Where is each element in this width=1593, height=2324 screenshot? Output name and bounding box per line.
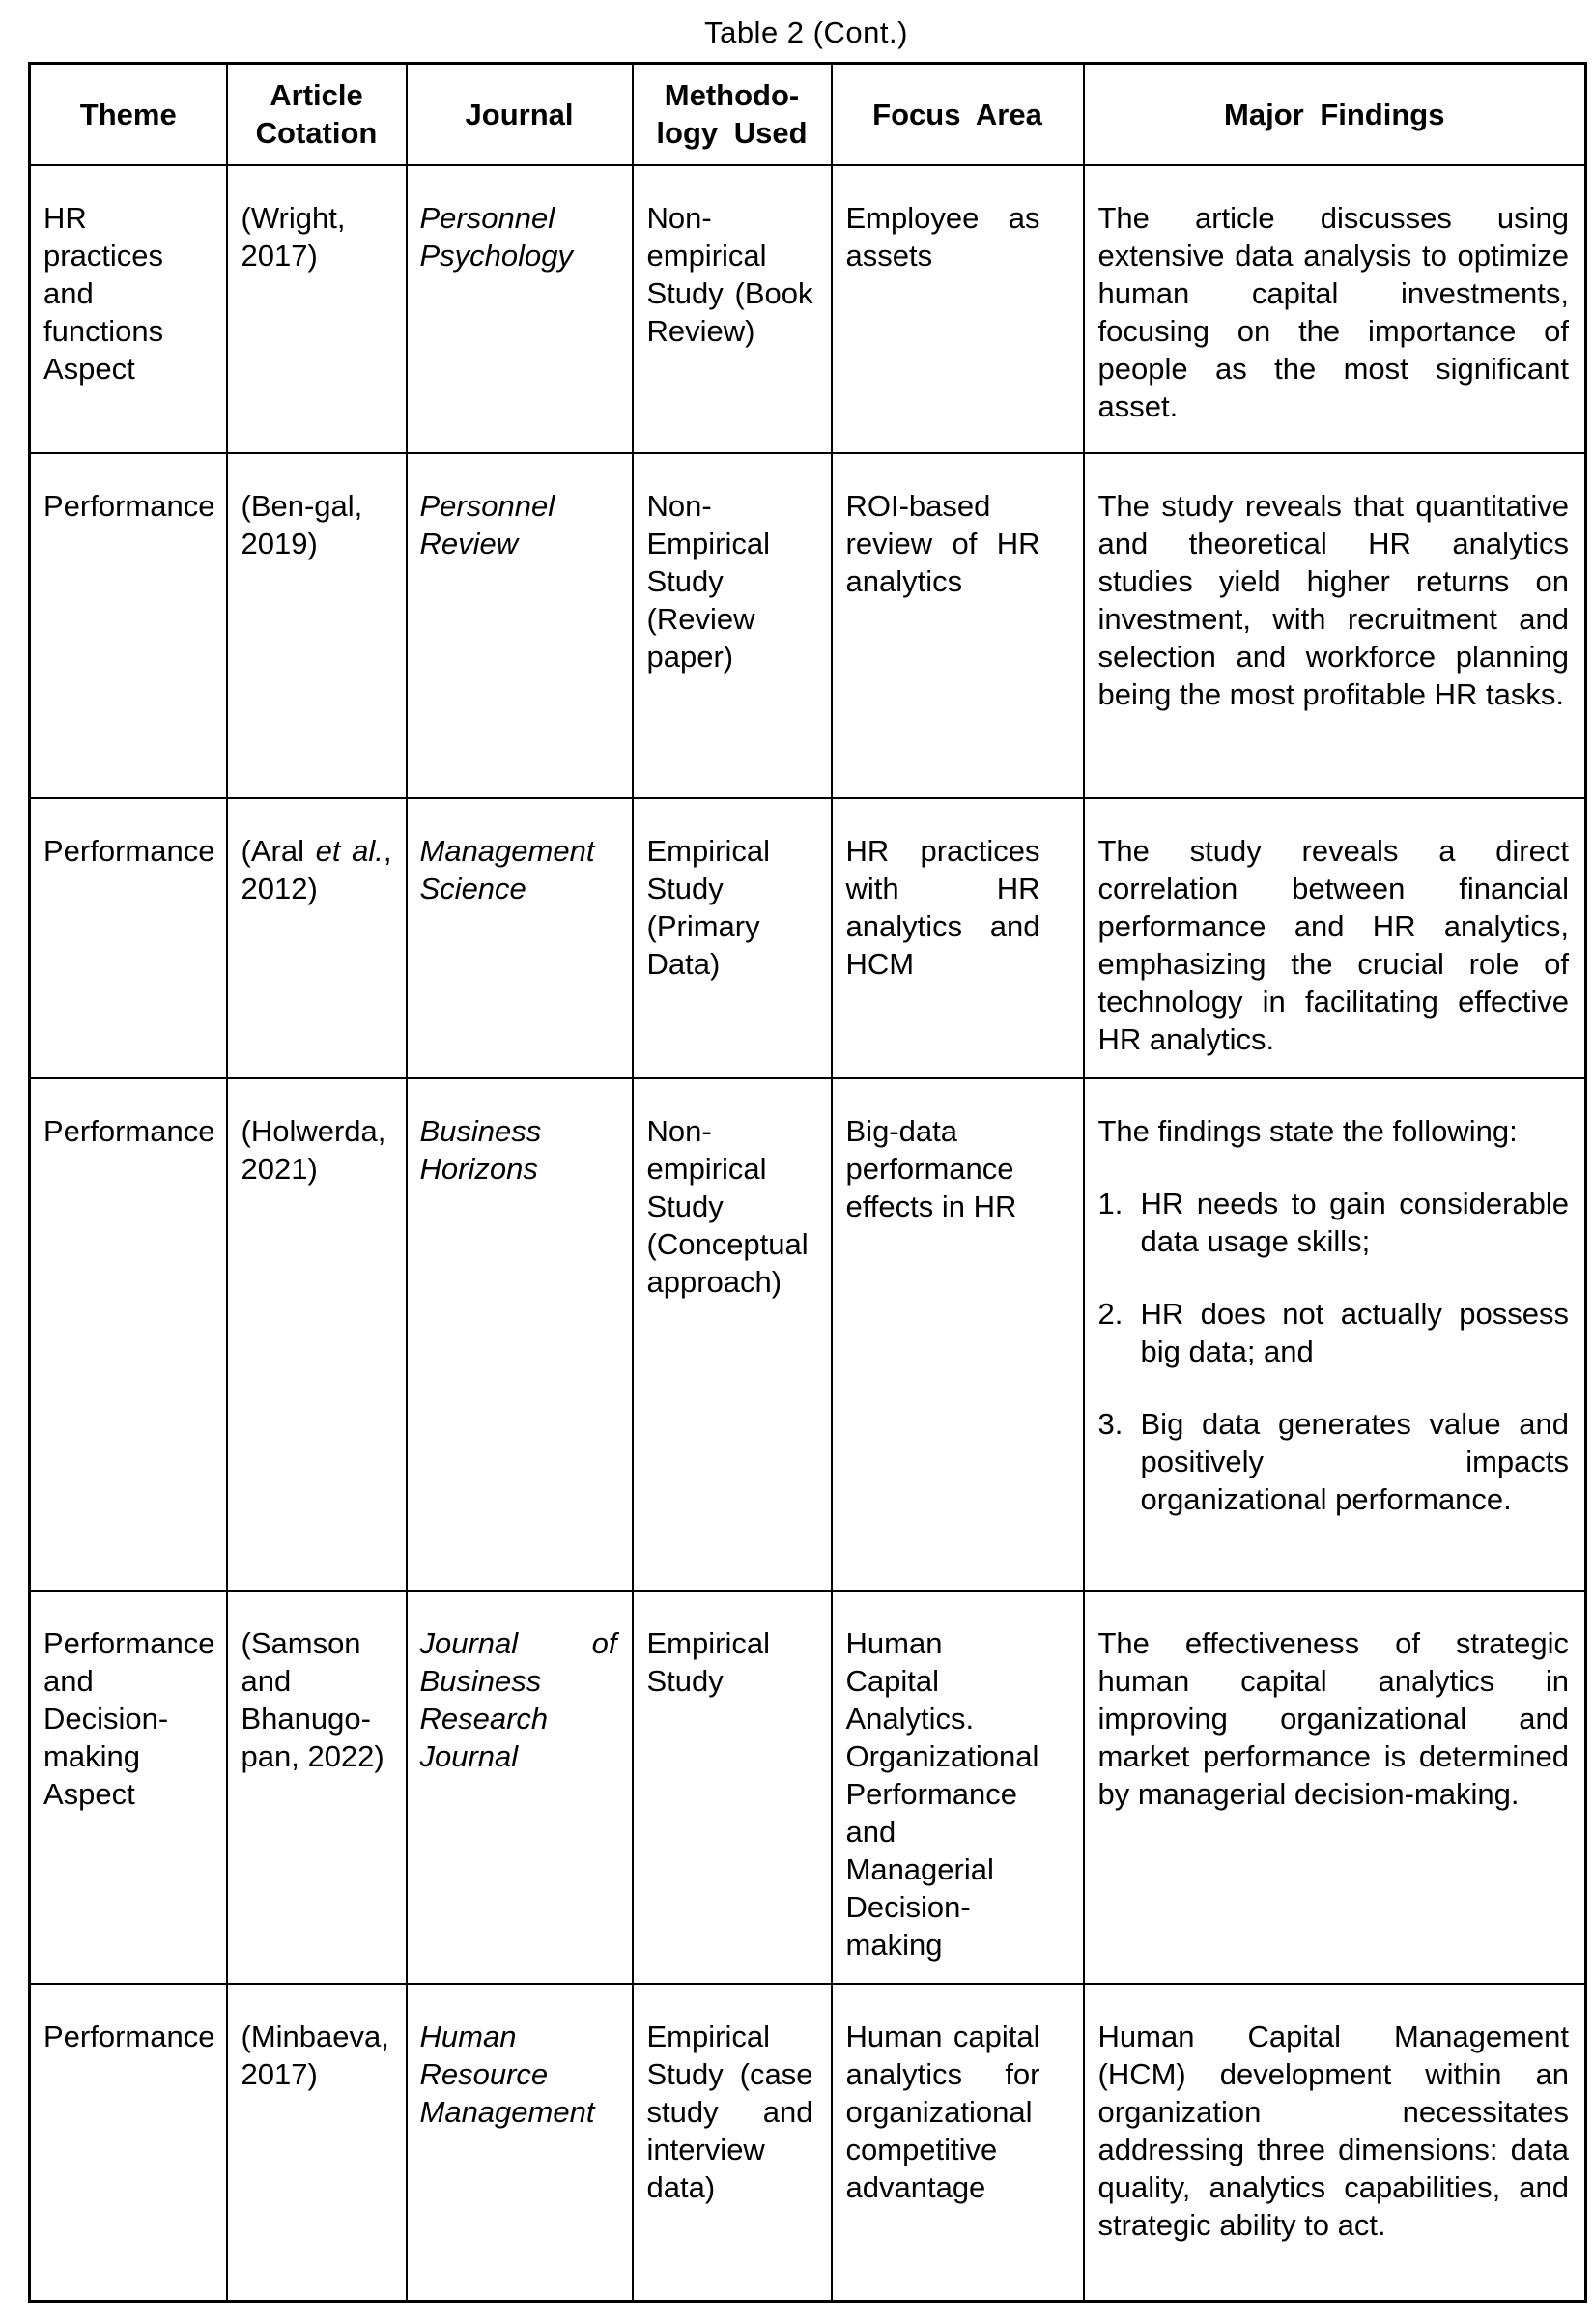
citation-prefix: (Aral (241, 833, 316, 868)
cell-journal: Journal of Business Research Journal (407, 1591, 633, 1984)
cell-major-findings: The article discusses using extensive data analysis to optimize human capital investments, focusing on the importance of people as the most significant asset. (1084, 165, 1586, 453)
cell-major-findings (1084, 1078, 1586, 1591)
cell-theme: HR practices and functions Aspect (30, 165, 227, 453)
table-row (30, 453, 1586, 798)
cell-article-cotation: (Minbaeva, 2017) (227, 1984, 407, 2302)
cell-methodology: Non-empirical Study (Conceptual approach) (633, 1078, 832, 1591)
cell-journal: Personnel Psychology (407, 165, 633, 453)
cell-journal: Business Horizons (407, 1078, 633, 1591)
list-item-text: HR does not actually possess big data; and (1140, 1296, 1569, 1368)
cell-major-findings: Human Capital Management (HCM) development within an organization necessitates addressing three dimensions: data quality, analytics capabilities, and strategic ability to act. (1084, 1984, 1586, 2302)
table-row (30, 165, 1586, 453)
findings-intro: The findings state the following: (1097, 1113, 1518, 1148)
table-title: Table 2 (Cont.) (704, 15, 908, 49)
list-item-text: HR needs to gain considerable data usage skills; (1140, 1186, 1569, 1258)
header-row (30, 64, 1586, 165)
list-item-number: 2. (1097, 1296, 1124, 1331)
cell-methodology: Non-empirical Study (Book Review) (633, 165, 832, 453)
cell-theme: Performance (30, 1984, 227, 2302)
list-item-number: 1. (1097, 1186, 1124, 1220)
findings-list-item (1098, 1185, 1570, 1260)
cell-focus-area: Human capital analytics for organizational competitive advantage (832, 1984, 1084, 2302)
table-row (30, 1591, 1586, 1984)
cell-article-cotation: (Samson and Bhanugo-pan, 2022) (227, 1591, 407, 1984)
cell-methodology: Empirical Study (633, 1591, 832, 1984)
cell-journal: Personnel Review (407, 453, 633, 798)
citation-suffix: , 2012) (241, 833, 392, 905)
list-item-number: 3. (1097, 1406, 1124, 1441)
cell-methodology: Empirical Study (Primary Data) (633, 798, 832, 1078)
cell-theme: Performance (30, 453, 227, 798)
cell-theme: Performance (30, 798, 227, 1078)
findings-list-item (1098, 1405, 1570, 1518)
cell-article-cotation: (Ben-gal, 2019) (227, 453, 407, 798)
table-row (30, 1984, 1586, 2302)
cell-theme: Performance (30, 1078, 227, 1591)
cell-article-cotation: (Wright, 2017) (227, 165, 407, 453)
findings-list-item (1098, 1295, 1570, 1370)
cell-article-cotation: (Holwerda, 2021) (227, 1078, 407, 1591)
cell-major-findings: The study reveals that quantitative and theoretical HR analytics studies yield higher returns on investment, with recruitment and selection and workforce planning being the most profitable HR tasks. (1084, 453, 1586, 798)
citation-et-al: et al. (315, 833, 384, 868)
col-header-focus-area: Focus Area (832, 64, 1084, 165)
cell-focus-area: HR practices with HR analytics and HCM (832, 798, 1084, 1078)
cell-journal: Human Resource Management (407, 1984, 633, 2302)
col-header-article-cotation: Article Cotation (227, 64, 407, 165)
cell-focus-area: Big-data performance effects in HR (832, 1078, 1084, 1591)
cell-major-findings: The effectiveness of strategic human capital analytics in improving organizational and market performance is determined by managerial decision-making. (1084, 1591, 1586, 1984)
cell-theme: Performance and Decision-making Aspect (30, 1591, 227, 1984)
col-header-major-findings: Major Findings (1084, 64, 1586, 165)
literature-review-table (28, 62, 1587, 2303)
cell-major-findings: The study reveals a direct correlation between financial performance and HR analytics, emphasizing the crucial role of technology in facilitating effective HR analytics. (1084, 798, 1586, 1078)
document-page (0, 14, 1593, 2303)
cell-journal: Management Science (407, 798, 633, 1078)
col-header-theme: Theme (30, 64, 227, 165)
cell-focus-area: Employee as assets (832, 165, 1084, 453)
cell-methodology: Empirical Study (case study and interview data) (633, 1984, 832, 2302)
cell-focus-area: ROI-based review of HR analytics (832, 453, 1084, 798)
cell-focus-area: Human Capital Analytics. Organizational Performance and Managerial Decision-making (832, 1591, 1084, 1984)
col-header-journal: Journal (407, 64, 633, 165)
col-header-methodology-used: Methodo-logy Used (633, 64, 832, 165)
table-row (30, 1078, 1586, 1591)
list-item-text: Big data generates value and positively impacts organizational performance. (1140, 1406, 1569, 1516)
table-row (30, 798, 1586, 1078)
cell-article-cotation (227, 798, 407, 1078)
cell-methodology: Non-Empirical Study (Review paper) (633, 453, 832, 798)
